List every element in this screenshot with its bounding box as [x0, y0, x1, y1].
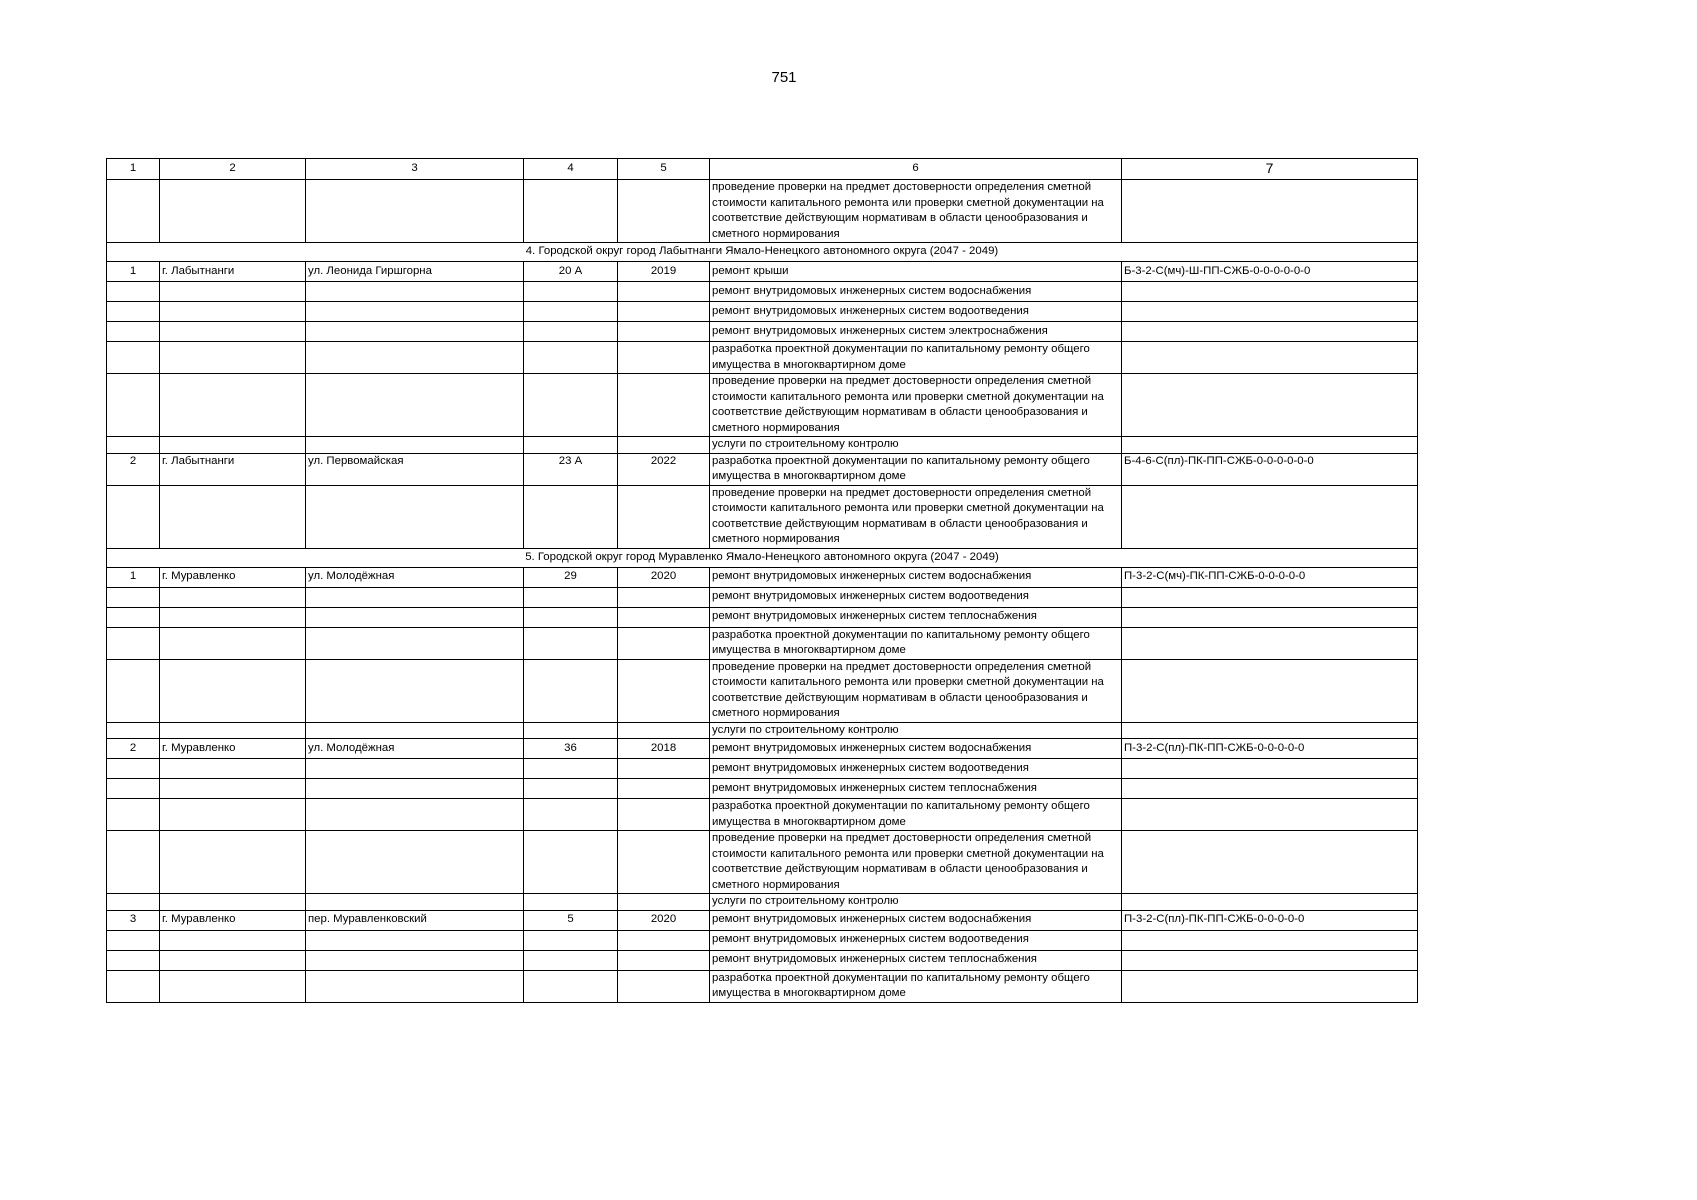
cell-work-type: ремонт внутридомовых инженерных систем водоснабжения	[710, 910, 1122, 930]
cell-city	[160, 485, 306, 548]
table-row	[107, 659, 1418, 722]
cell-work-type: проведение проверки на предмет достоверности определения сметной стоимости капитального ремонта или проверки сметной документации на соответствие действующим нормативам в области ценообразования и сметного нормирования	[710, 374, 1122, 437]
cell-street	[306, 894, 524, 911]
cell-work-type: ремонт крыши	[710, 262, 1122, 282]
cell-number	[107, 930, 160, 950]
cell-number: 1	[107, 567, 160, 587]
cell-year	[618, 180, 710, 243]
cell-work-type: ремонт внутридомовых инженерных систем водоотведения	[710, 302, 1122, 322]
cell-year: 2018	[618, 739, 710, 759]
cell-work-type: проведение проверки на предмет достоверности определения сметной стоимости капитального ремонта или проверки сметной документации на соответствие действующим нормативам в области ценообразования и сметного нормирования	[710, 659, 1122, 722]
cell-city	[160, 342, 306, 374]
cell-city	[160, 930, 306, 950]
page-number: 751	[771, 69, 797, 86]
cell-street	[306, 282, 524, 302]
cell-code: Б-3-2-С(мч)-Ш-ПП-СЖБ-0-0-0-0-0-0	[1122, 262, 1418, 282]
cell-city	[160, 607, 306, 627]
cell-city: г. Лабытнанги	[160, 453, 306, 485]
cell-number	[107, 587, 160, 607]
cell-street: пер. Муравленковский	[306, 910, 524, 930]
cell-number: 3	[107, 910, 160, 930]
cell-code	[1122, 831, 1418, 894]
cell-year: 2020	[618, 567, 710, 587]
cell-year	[618, 759, 710, 779]
table-row	[107, 282, 1418, 302]
cell-city	[160, 831, 306, 894]
cell-number	[107, 779, 160, 799]
cell-number	[107, 627, 160, 659]
cell-house: 20 А	[524, 262, 618, 282]
cell-street	[306, 970, 524, 1002]
cell-city	[160, 180, 306, 243]
cell-number	[107, 950, 160, 970]
cell-code	[1122, 437, 1418, 454]
cell-work-type: услуги по строительному контролю	[710, 437, 1122, 454]
cell-city	[160, 302, 306, 322]
cell-number	[107, 970, 160, 1002]
cell-city	[160, 322, 306, 342]
cell-code	[1122, 342, 1418, 374]
table-row	[107, 910, 1418, 930]
cell-street	[306, 930, 524, 950]
cell-house	[524, 342, 618, 374]
cell-year	[618, 322, 710, 342]
cell-number	[107, 342, 160, 374]
cell-work-type: услуги по строительному контролю	[710, 722, 1122, 739]
cell-street	[306, 587, 524, 607]
table-row	[107, 180, 1418, 243]
column-header: 1	[107, 159, 160, 180]
cell-number	[107, 722, 160, 739]
cell-street	[306, 342, 524, 374]
cell-street	[306, 950, 524, 970]
cell-number	[107, 485, 160, 548]
cell-year: 2020	[618, 910, 710, 930]
cell-work-type: ремонт внутридомовых инженерных систем водоотведения	[710, 759, 1122, 779]
section-header-row	[107, 243, 1418, 262]
cell-house	[524, 799, 618, 831]
cell-number	[107, 374, 160, 437]
table-body	[107, 180, 1418, 1003]
cell-number	[107, 799, 160, 831]
cell-number	[107, 607, 160, 627]
column-header: 5	[618, 159, 710, 180]
cell-city	[160, 950, 306, 970]
cell-code	[1122, 322, 1418, 342]
cell-year	[618, 342, 710, 374]
cell-city	[160, 894, 306, 911]
table-row	[107, 950, 1418, 970]
section-title: 4. Городской округ город Лабытнанги Ямало-Ненецкого автономного округа (2047 - 2049)	[107, 243, 1418, 262]
cell-work-type: ремонт внутридомовых инженерных систем теплоснабжения	[710, 779, 1122, 799]
cell-city	[160, 722, 306, 739]
cell-code	[1122, 799, 1418, 831]
cell-number	[107, 759, 160, 779]
cell-work-type: ремонт внутридомовых инженерных систем водоотведения	[710, 587, 1122, 607]
cell-year	[618, 587, 710, 607]
cell-city	[160, 759, 306, 779]
cell-house	[524, 607, 618, 627]
cell-house	[524, 374, 618, 437]
cell-street: ул. Первомайская	[306, 453, 524, 485]
cell-street	[306, 759, 524, 779]
cell-year: 2022	[618, 453, 710, 485]
cell-work-type: разработка проектной документации по капитальному ремонту общего имущества в многоквартирном доме	[710, 799, 1122, 831]
cell-house	[524, 180, 618, 243]
cell-work-type: ремонт внутридомовых инженерных систем водоснабжения	[710, 567, 1122, 587]
cell-work-type: ремонт внутридомовых инженерных систем водоотведения	[710, 930, 1122, 950]
cell-house	[524, 930, 618, 950]
cell-number	[107, 322, 160, 342]
cell-house	[524, 659, 618, 722]
table-row	[107, 485, 1418, 548]
cell-street	[306, 659, 524, 722]
cell-number	[107, 282, 160, 302]
cell-number	[107, 659, 160, 722]
table-row	[107, 759, 1418, 779]
cell-work-type: услуги по строительному контролю	[710, 894, 1122, 911]
cell-street	[306, 180, 524, 243]
cell-city	[160, 799, 306, 831]
cell-code	[1122, 282, 1418, 302]
cell-street	[306, 374, 524, 437]
cell-city: г. Муравленко	[160, 739, 306, 759]
cell-year	[618, 437, 710, 454]
cell-work-type: ремонт внутридомовых инженерных систем электроснабжения	[710, 322, 1122, 342]
cell-year	[618, 831, 710, 894]
cell-street	[306, 437, 524, 454]
table-row	[107, 739, 1418, 759]
cell-code	[1122, 930, 1418, 950]
cell-street: ул. Леонида Гиршгорна	[306, 262, 524, 282]
cell-house	[524, 437, 618, 454]
table-row	[107, 627, 1418, 659]
cell-city	[160, 627, 306, 659]
cell-work-type: ремонт внутридомовых инженерных систем водоснабжения	[710, 282, 1122, 302]
cell-code	[1122, 587, 1418, 607]
cell-code: Б-4-6-С(пл)-ПК-ПП-СЖБ-0-0-0-0-0-0	[1122, 453, 1418, 485]
cell-house: 36	[524, 739, 618, 759]
cell-street	[306, 779, 524, 799]
cell-street	[306, 607, 524, 627]
cell-year	[618, 607, 710, 627]
cell-year	[618, 950, 710, 970]
cell-city	[160, 659, 306, 722]
table-row	[107, 970, 1418, 1002]
cell-work-type: ремонт внутридомовых инженерных систем теплоснабжения	[710, 950, 1122, 970]
column-header: 2	[160, 159, 306, 180]
table-row	[107, 453, 1418, 485]
cell-year	[618, 722, 710, 739]
cell-code	[1122, 607, 1418, 627]
column-header: 7	[1122, 159, 1418, 180]
cell-city	[160, 970, 306, 1002]
cell-house	[524, 894, 618, 911]
table-row	[107, 799, 1418, 831]
cell-code	[1122, 374, 1418, 437]
table-row	[107, 722, 1418, 739]
cell-code	[1122, 659, 1418, 722]
cell-street: ул. Молодёжная	[306, 567, 524, 587]
cell-house: 23 А	[524, 453, 618, 485]
table-row	[107, 302, 1418, 322]
cell-work-type: проведение проверки на предмет достоверности определения сметной стоимости капитального ремонта или проверки сметной документации на соответствие действующим нормативам в области ценообразования и сметного нормирования	[710, 831, 1122, 894]
cell-work-type: проведение проверки на предмет достоверности определения сметной стоимости капитального ремонта или проверки сметной документации на соответствие действующим нормативам в области ценообразования и сметного нормирования	[710, 180, 1122, 243]
table-row	[107, 831, 1418, 894]
cell-house: 5	[524, 910, 618, 930]
cell-code	[1122, 950, 1418, 970]
cell-work-type: разработка проектной документации по капитальному ремонту общего имущества в многоквартирном доме	[710, 627, 1122, 659]
cell-work-type: разработка проектной документации по капитальному ремонту общего имущества в многоквартирном доме	[710, 970, 1122, 1002]
column-number-header-row	[107, 159, 1418, 180]
cell-year	[618, 779, 710, 799]
cell-house	[524, 779, 618, 799]
cell-street	[306, 799, 524, 831]
cell-street	[306, 302, 524, 322]
cell-number: 2	[107, 739, 160, 759]
cell-number	[107, 831, 160, 894]
cell-year	[618, 970, 710, 1002]
cell-year	[618, 659, 710, 722]
cell-street	[306, 831, 524, 894]
cell-year	[618, 894, 710, 911]
cell-work-type: разработка проектной документации по капитальному ремонту общего имущества в многоквартирном доме	[710, 453, 1122, 485]
cell-street	[306, 485, 524, 548]
cell-house	[524, 587, 618, 607]
cell-code	[1122, 970, 1418, 1002]
cell-city: г. Муравленко	[160, 910, 306, 930]
cell-city	[160, 282, 306, 302]
cell-work-type: ремонт внутридомовых инженерных систем водоснабжения	[710, 739, 1122, 759]
cell-code	[1122, 894, 1418, 911]
cell-house	[524, 722, 618, 739]
cell-code	[1122, 180, 1418, 243]
cell-code	[1122, 722, 1418, 739]
cell-house	[524, 485, 618, 548]
cell-year	[618, 485, 710, 548]
cell-city: г. Лабытнанги	[160, 262, 306, 282]
table-row	[107, 930, 1418, 950]
cell-street	[306, 322, 524, 342]
cell-work-type: проведение проверки на предмет достоверности определения сметной стоимости капитального ремонта или проверки сметной документации на соответствие действующим нормативам в области ценообразования и сметного нормирования	[710, 485, 1122, 548]
cell-house	[524, 627, 618, 659]
table-row	[107, 607, 1418, 627]
table-row	[107, 374, 1418, 437]
cell-number	[107, 437, 160, 454]
cell-work-type: ремонт внутридомовых инженерных систем теплоснабжения	[710, 607, 1122, 627]
cell-house	[524, 759, 618, 779]
cell-street	[306, 627, 524, 659]
cell-work-type: разработка проектной документации по капитальному ремонту общего имущества в многоквартирном доме	[710, 342, 1122, 374]
table-row	[107, 437, 1418, 454]
section-header-row	[107, 548, 1418, 567]
table-row	[107, 342, 1418, 374]
cell-city	[160, 779, 306, 799]
cell-code	[1122, 759, 1418, 779]
table-row	[107, 322, 1418, 342]
cell-number	[107, 894, 160, 911]
capital-repair-table	[106, 158, 1418, 1003]
cell-city	[160, 587, 306, 607]
column-header: 4	[524, 159, 618, 180]
table-row	[107, 779, 1418, 799]
cell-code: П-3-2-С(мч)-ПК-ПП-СЖБ-0-0-0-0-0	[1122, 567, 1418, 587]
cell-street	[306, 722, 524, 739]
column-header: 6	[710, 159, 1122, 180]
cell-year	[618, 930, 710, 950]
table-row	[107, 262, 1418, 282]
cell-house	[524, 950, 618, 970]
cell-house	[524, 970, 618, 1002]
table-row	[107, 567, 1418, 587]
cell-street: ул. Молодёжная	[306, 739, 524, 759]
cell-number	[107, 180, 160, 243]
cell-house	[524, 282, 618, 302]
cell-year	[618, 302, 710, 322]
cell-city	[160, 437, 306, 454]
cell-house	[524, 322, 618, 342]
cell-code	[1122, 485, 1418, 548]
cell-code	[1122, 627, 1418, 659]
cell-code: П-3-2-С(пл)-ПК-ПП-СЖБ-0-0-0-0-0	[1122, 739, 1418, 759]
cell-code: П-3-2-С(пл)-ПК-ПП-СЖБ-0-0-0-0-0	[1122, 910, 1418, 930]
cell-code	[1122, 302, 1418, 322]
cell-house: 29	[524, 567, 618, 587]
column-header: 3	[306, 159, 524, 180]
section-title: 5. Городской округ город Муравленко Ямало-Ненецкого автономного округа (2047 - 2049)	[107, 548, 1418, 567]
table-row	[107, 587, 1418, 607]
cell-year: 2019	[618, 262, 710, 282]
cell-city	[160, 374, 306, 437]
cell-year	[618, 799, 710, 831]
cell-year	[618, 627, 710, 659]
cell-number: 1	[107, 262, 160, 282]
table-row	[107, 894, 1418, 911]
cell-number	[107, 302, 160, 322]
cell-year	[618, 282, 710, 302]
cell-house	[524, 831, 618, 894]
cell-city: г. Муравленко	[160, 567, 306, 587]
cell-number: 2	[107, 453, 160, 485]
cell-year	[618, 374, 710, 437]
cell-code	[1122, 779, 1418, 799]
cell-house	[524, 302, 618, 322]
